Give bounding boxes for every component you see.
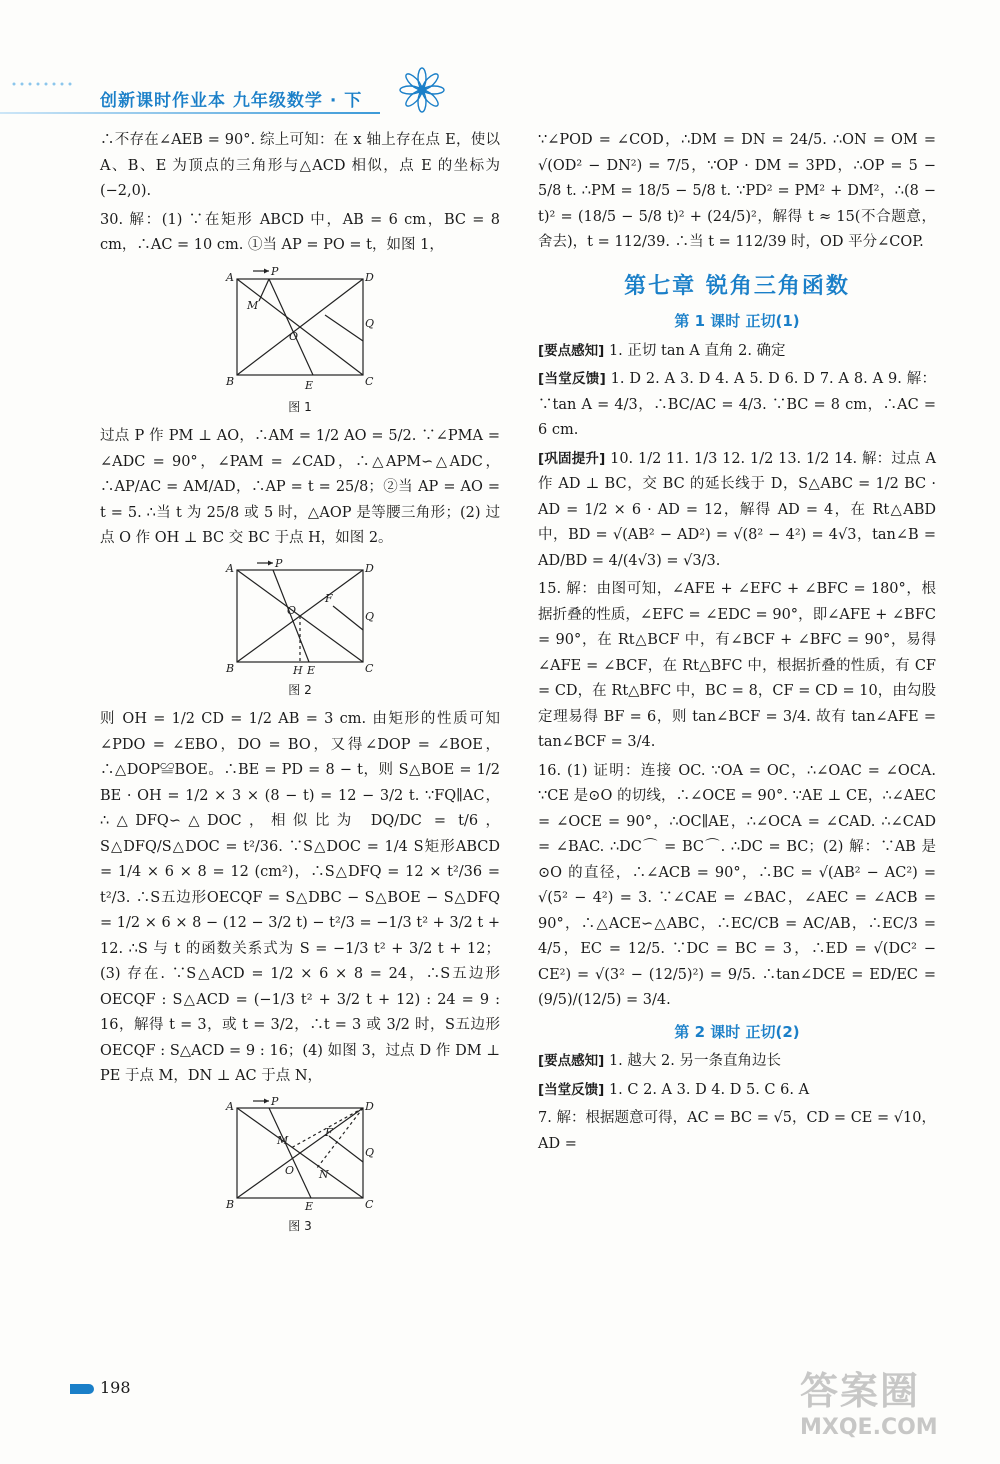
svg-text:N: N	[319, 1167, 329, 1181]
svg-text:F: F	[325, 591, 333, 605]
feedback	[538, 367, 936, 444]
consolidation	[538, 447, 936, 575]
svg-text:P: P	[271, 264, 279, 278]
section-tag: [巩固提升]	[538, 450, 606, 467]
section-tag: [要点感知]	[538, 1053, 605, 1069]
dotted-decoration-icon	[10, 76, 80, 92]
svg-text:P: P	[271, 1095, 279, 1108]
rectangle-diagram-1	[225, 265, 375, 395]
lesson-title: 第 1 课时 正切(1)	[674, 312, 800, 330]
svg-text:D: D	[365, 1099, 374, 1113]
section-tag: [要点感知]	[538, 342, 605, 359]
answers: 1. 正切 tan A 直角 2. 确定	[608, 342, 786, 359]
section-tag: [当堂反馈]	[538, 1081, 605, 1098]
svg-text:Q: Q	[365, 1145, 375, 1159]
key-points	[538, 1049, 936, 1075]
page-header	[0, 0, 1000, 125]
figure-caption: 图 1	[288, 399, 312, 414]
watermark	[800, 1360, 990, 1460]
rectangle-diagram-3	[225, 1096, 375, 1214]
watermark-url: MXQE.COM	[800, 1415, 938, 1440]
text-block: 则 OH = 1/2 CD = 1/2 AB = 3 cm. 由矩形的性质可知∠PDO = ∠EBO，DO = BO，又得∠DOP = ∠BOE，∴△DOP≌BOE。∴BE = PD = 8 − t，则 S△BOE = 1/2 BE · OH = 1/2 × 3 × (8 − t) = 12 − 3/2 t. ∵FQ∥AC，∴△DFQ∽△DOC，相似比为 DQ/DC = t/6，S△DFQ/S△DOC = t²/36. ∵S△DOC = 1/4 S矩形ABCD = 1/4 × 6 × 8 = 12 (cm²)，∴S△DFQ = 12 × t²/36 = t²/3. ∴S五边形OECQF = S△DBC − S△BOE − S△DFQ = 1/2 × 6 × 8 − (12 − 3/2 t) − t²/3 = −1/3 t² + 3/2 t + 12. ∴S 与 t 的函数关系式为 S = −1/3 t² + 3/2 t + 12；(3) 存在. ∵S△ACD = 1/2 × 6 × 8 = 24，∴S五边形OECQF : S△ACD = (−1/3 t² + 3/2 t + 12) : 24 = 9 : 16，解得 t = 3，或 t = 3/2，∴t = 3 或 3/2 时，S五边形OECQF : S△ACD = 9 : 16；(4) 如图 3，过点 D 作 DM ⊥ PE 于点 M，DN ⊥ AC 于点 N，	[100, 711, 500, 1084]
book-title: 创新课时作业本 九年级数学 · 下	[100, 91, 363, 111]
page-tab-icon	[70, 1384, 94, 1394]
svg-text:M: M	[277, 1133, 289, 1147]
page-number-text: 198	[100, 1378, 131, 1397]
svg-text:E: E	[305, 378, 314, 392]
problem-15: 15. 解：由图可知，∠AFE + ∠EFC + ∠BFC = 180°，根据折叠的性质，∠EFC = ∠EDC = 90°，即∠AFE + ∠BFC = 90°，在 Rt△BCF 中，有∠BCF + ∠BFC = 90°，易得∠AFE = ∠BCF，在 Rt△BFC 中，根据折叠的性质，有 CF = CD，在 Rt△BFC 中，BC = 8，CF = CD = 10，由勾股定理易得 BF = 6，则 tan∠BCF = 3/4. 故有 tan∠AFE = tan∠BCF = 3/4.	[538, 581, 936, 750]
answers: 1. 越大 2. 另一条直角边长	[608, 1053, 781, 1069]
svg-text:Q: Q	[365, 609, 375, 623]
answers: 1. D 2. A 3. D 4. A 5. D 6. D 7. A 8. A 9. 解：∵tan A = 4/3，∴BC/AC = 4/3. ∵BC = 8 cm，∴AC = 6 cm.	[538, 371, 937, 438]
figure-3	[100, 1096, 500, 1240]
svg-text:O: O	[285, 1163, 295, 1177]
answers: 1. C 2. A 3. D 4. D 5. C 6. A	[608, 1081, 810, 1098]
chapter-title: 第七章 锐角三角函数	[624, 273, 850, 299]
svg-text:B: B	[226, 661, 235, 675]
svg-text:M: M	[247, 298, 259, 312]
text-block: ∴不存在∠AEB = 90°. 综上可知：在 x 轴上存在点 E，使以 A、B、E 为顶点的三角形与△ACD 相似，点 E 的坐标为(−2,0).	[100, 132, 500, 199]
svg-text:C: C	[365, 661, 374, 675]
flower-icon	[392, 62, 452, 122]
rectangle-diagram-2	[225, 558, 375, 678]
page-number	[70, 1378, 131, 1397]
header-rule	[0, 112, 380, 114]
svg-text:H: H	[293, 663, 303, 677]
svg-text:O: O	[289, 329, 299, 343]
watermark-logo: 答案圈	[800, 1369, 921, 1413]
key-points	[538, 339, 936, 365]
svg-text:Q: Q	[365, 316, 375, 330]
problem-30: 30. 解：(1) ∵在矩形 ABCD 中，AB = 6 cm，BC = 8 cm，∴AC = 10 cm. ①当 AP = PO = t，如图 1，	[100, 211, 500, 253]
answers: 10. 1/2 11. 1/3 12. 1/2 13. 1/2 14. 解：过点 A 作 AD ⊥ BC，交 BC 的延长线于 D，S△ABC = 1/2 BC · AD = 1/2 × 6 · AD = 12，解得 AD = 4，在 Rt△ABD 中，BD = √(AB² − AD²) = √(8² − 4²) = 4√3，tan∠B = AD/BD = 4/(4√3) = √3/3.	[538, 450, 936, 569]
figure-caption: 图 3	[288, 1218, 312, 1233]
left-column	[100, 128, 500, 1243]
figure-2	[100, 558, 500, 704]
figure-caption: 图 2	[288, 682, 312, 697]
svg-text:P: P	[275, 557, 283, 570]
svg-text:A: A	[226, 561, 234, 575]
section-tag: [当堂反馈]	[538, 371, 606, 387]
problem-16: 16. (1) 证明：连接 OC. ∵OA = OC，∴∠OAC = ∠OCA. ∵CE 是⊙O 的切线，∴∠OCE = 90°. ∵AE ⊥ CE，∴∠AEC = ∠OCE = 90°，∴OC∥AE，∴∠OCA = ∠CAD. ∴∠CAD = ∠BAC. ∴DC⌒ = BC⌒. ∴DC = BC；(2) 解：∵AB 是⊙O 的直径，∴∠ACB = 90°，∴BC = √(AB² − AC²) = √(5² − 4²) = 3. ∵∠CAE = ∠BAC，∠AEC = ∠ACB = 90°，∴△ACE∽△ABC，∴EC/CB = AC/AB，∴EC/3 = 4/5，EC = 12/5. ∵DC = BC = 3，∴ED = √(DC² − CE²) = √(3² − (12/5)²) = 9/5. ∴tan∠DCE = ED/EC = (9/5)/(12/5) = 3/4.	[538, 762, 936, 1008]
feedback	[538, 1078, 936, 1104]
svg-text:E: E	[307, 663, 316, 677]
svg-text:O: O	[287, 603, 297, 617]
svg-text:B: B	[226, 1197, 235, 1211]
figure-1	[100, 265, 500, 421]
svg-text:D: D	[365, 561, 374, 575]
lesson-title: 第 2 课时 正切(2)	[674, 1022, 800, 1041]
text-block: 过点 P 作 PM ⊥ AO，∴AM = 1/2 AO = 5/2. ∵∠PMA = ∠ADC = 90°，∠PAM = ∠CAD，∴△APM∽△ADC，∴AP/AC = AM/AD，∴AP = t = 25/8；②当 AP = AO = t = 5. ∴当 t 为 25/8 或 5 时，△AOP 是等腰三角形；(2) 过点 O 作 OH ⊥ BC 交 BC 于点 H，如图 2。	[100, 428, 500, 546]
svg-text:E: E	[305, 1199, 314, 1213]
svg-text:C: C	[365, 1197, 374, 1211]
svg-text:A: A	[226, 1099, 234, 1113]
text-block: ∵∠POD = ∠COD，∴DM = DN = 24/5. ∴ON = OM = √(OD² − DN²) = 7/5，∵OP · DM = 3PD，∴OP = 5 − 5/8 t. ∴PM = 18/5 − 5/8 t. ∵PD² = PM² + DM²，∴(8 − t)² = (18/5 − 5/8 t)² + (24/5)²，解得 t ≈ 15(不合题意，舍去)，t = 112/39. ∴当 t = 112/39 时，OD 平分∠COP.	[538, 132, 936, 250]
problem-7: 7. 解：根据题意可得，AC = BC = √5，CD = CE = √10，AD =	[538, 1110, 936, 1152]
svg-text:D: D	[365, 270, 374, 284]
right-column	[538, 128, 936, 1160]
svg-text:C: C	[365, 374, 374, 388]
svg-text:A: A	[226, 270, 234, 284]
svg-text:B: B	[226, 374, 235, 388]
svg-text:F: F	[325, 1125, 333, 1139]
